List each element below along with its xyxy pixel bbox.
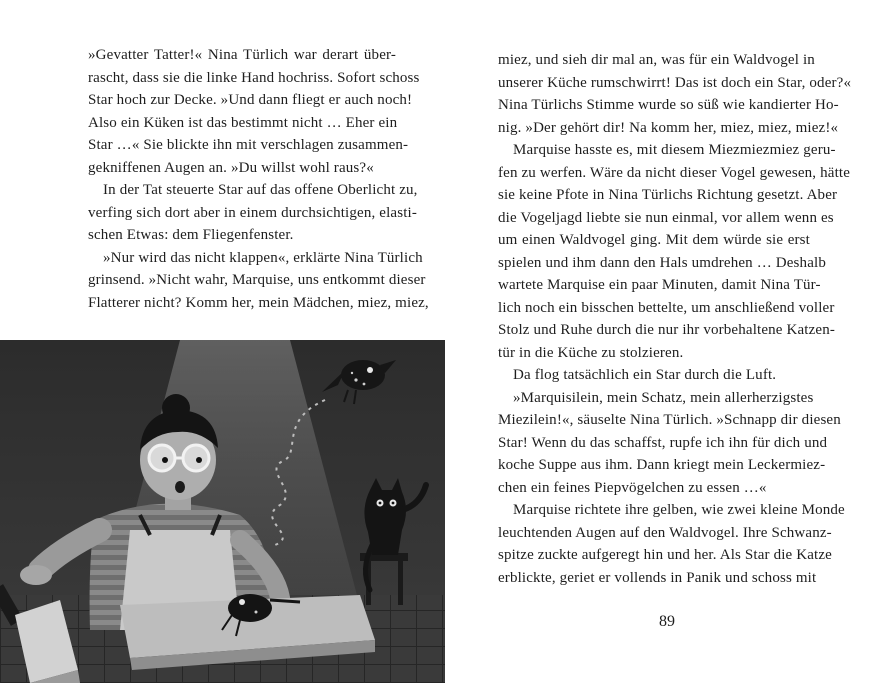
text-line: fen zu werfen. Wäre da nicht dieser Vogel gewesen, hätte xyxy=(498,164,851,181)
text-line: Nina Türlichs Stimme wurde so süß wie kandierter Ho- xyxy=(498,97,839,113)
text-line: spitze zuckte aufgeregt hin und her. Als Star die Katze xyxy=(498,547,832,563)
text-line: Star …« Sie blickte ihn mit verschlagen zusammen- xyxy=(88,137,409,153)
text-line: rascht, dass sie die linke Hand hochriss. Sofort schoss xyxy=(88,69,420,86)
text-line: um einen Waldvogel ging. Mit dem würde sie erst xyxy=(498,232,810,248)
text-line: schen Etwas: dem Fliegenfenster. xyxy=(88,227,294,243)
text-line: die Vogeljagd liebte sie nun einmal, vor allem wenn es xyxy=(498,209,834,226)
text-line: In der Tat steuerte Star auf das offene Oberlicht zu, xyxy=(103,182,418,198)
text-line: tür in die Küche zu stolzieren. xyxy=(498,344,684,361)
text-line: Star hoch zur Decke. »Und dann fliegt er auch noch! xyxy=(88,92,413,108)
text-line: Miezilein!«, säuselte Nina Türlich. »Schnapp dir diesen xyxy=(498,412,841,428)
text-line: Stolz und Ruhe durch die nur ihr vorbehaltene Katzen- xyxy=(498,322,836,338)
text-line: Star! Wenn du das schaffst, rupfe ich ihn für dich und xyxy=(498,434,828,451)
text-line: lich noch ein bisschen bettelte, um anschließend voller xyxy=(498,299,835,316)
text-line: koche Suppe aus ihm. Dann kriegt mein Leckermiez- xyxy=(498,457,826,473)
text-line: wartete Marquise ein paar Minuten, damit Nina Tür- xyxy=(498,277,821,293)
text-line: Marquise richtete ihre gelben, wie zwei kleine Monde xyxy=(513,502,845,518)
text-line: chen ein feines Piepvögelchen zu essen …« xyxy=(498,479,767,496)
text-line: Da flog tatsächlich ein Star durch die Luft. xyxy=(513,367,777,383)
text-line: »Nur wird das nicht klappen«, erklärte Nina Türlich xyxy=(103,249,423,266)
page-number: 89 xyxy=(659,613,675,630)
left-page-text xyxy=(88,44,429,314)
text-line: erblickte, geriet er vollends in Panik und schoss mit xyxy=(498,569,817,586)
text-line: Flatterer nicht? Komm her, mein Mädchen, miez, miez, xyxy=(88,294,429,311)
text-line: gekniffenen Augen an. »Du willst wohl raus?« xyxy=(88,159,374,176)
text-line: sie keine Pfote in Nina Türlichs Richtung gesetzt. Aber xyxy=(498,187,838,203)
text-line: unserer Küche rumschwirrt! Das ist doch ein Star, oder?« xyxy=(498,74,852,91)
right-page-text xyxy=(498,49,852,589)
text-line: »Marquisilein, mein Schatz, mein allerherzigstes xyxy=(513,389,814,406)
right-page xyxy=(445,0,890,683)
text-line: Also ein Küken ist das bestimmt nicht … Eher ein xyxy=(88,114,398,131)
text-line: leuchtenden Augen auf den Waldvogel. Ihre Schwanz- xyxy=(498,524,832,541)
text-line: spielen und ihm dann den Hals umdrehen … Deshalb xyxy=(498,254,826,271)
text-line: verfing sich dort aber in einem durchsichtigen, elasti- xyxy=(88,204,417,221)
text-line: »Gevatter Tatter!« Nina Türlich war derart über- xyxy=(88,47,396,63)
text-line: miez, und sieh dir mal an, was für ein Waldvogel in xyxy=(498,52,815,68)
text-line: grinsend. »Nicht wahr, Marquise, uns entkommt dieser xyxy=(88,272,426,288)
kitchen-illustration xyxy=(0,340,445,683)
text-line: Marquise hasste es, mit diesem Miezmiezmiez geru- xyxy=(513,142,836,158)
text-line: nig. »Der gehört dir! Na komm her, miez, miez, miez!« xyxy=(498,119,839,136)
